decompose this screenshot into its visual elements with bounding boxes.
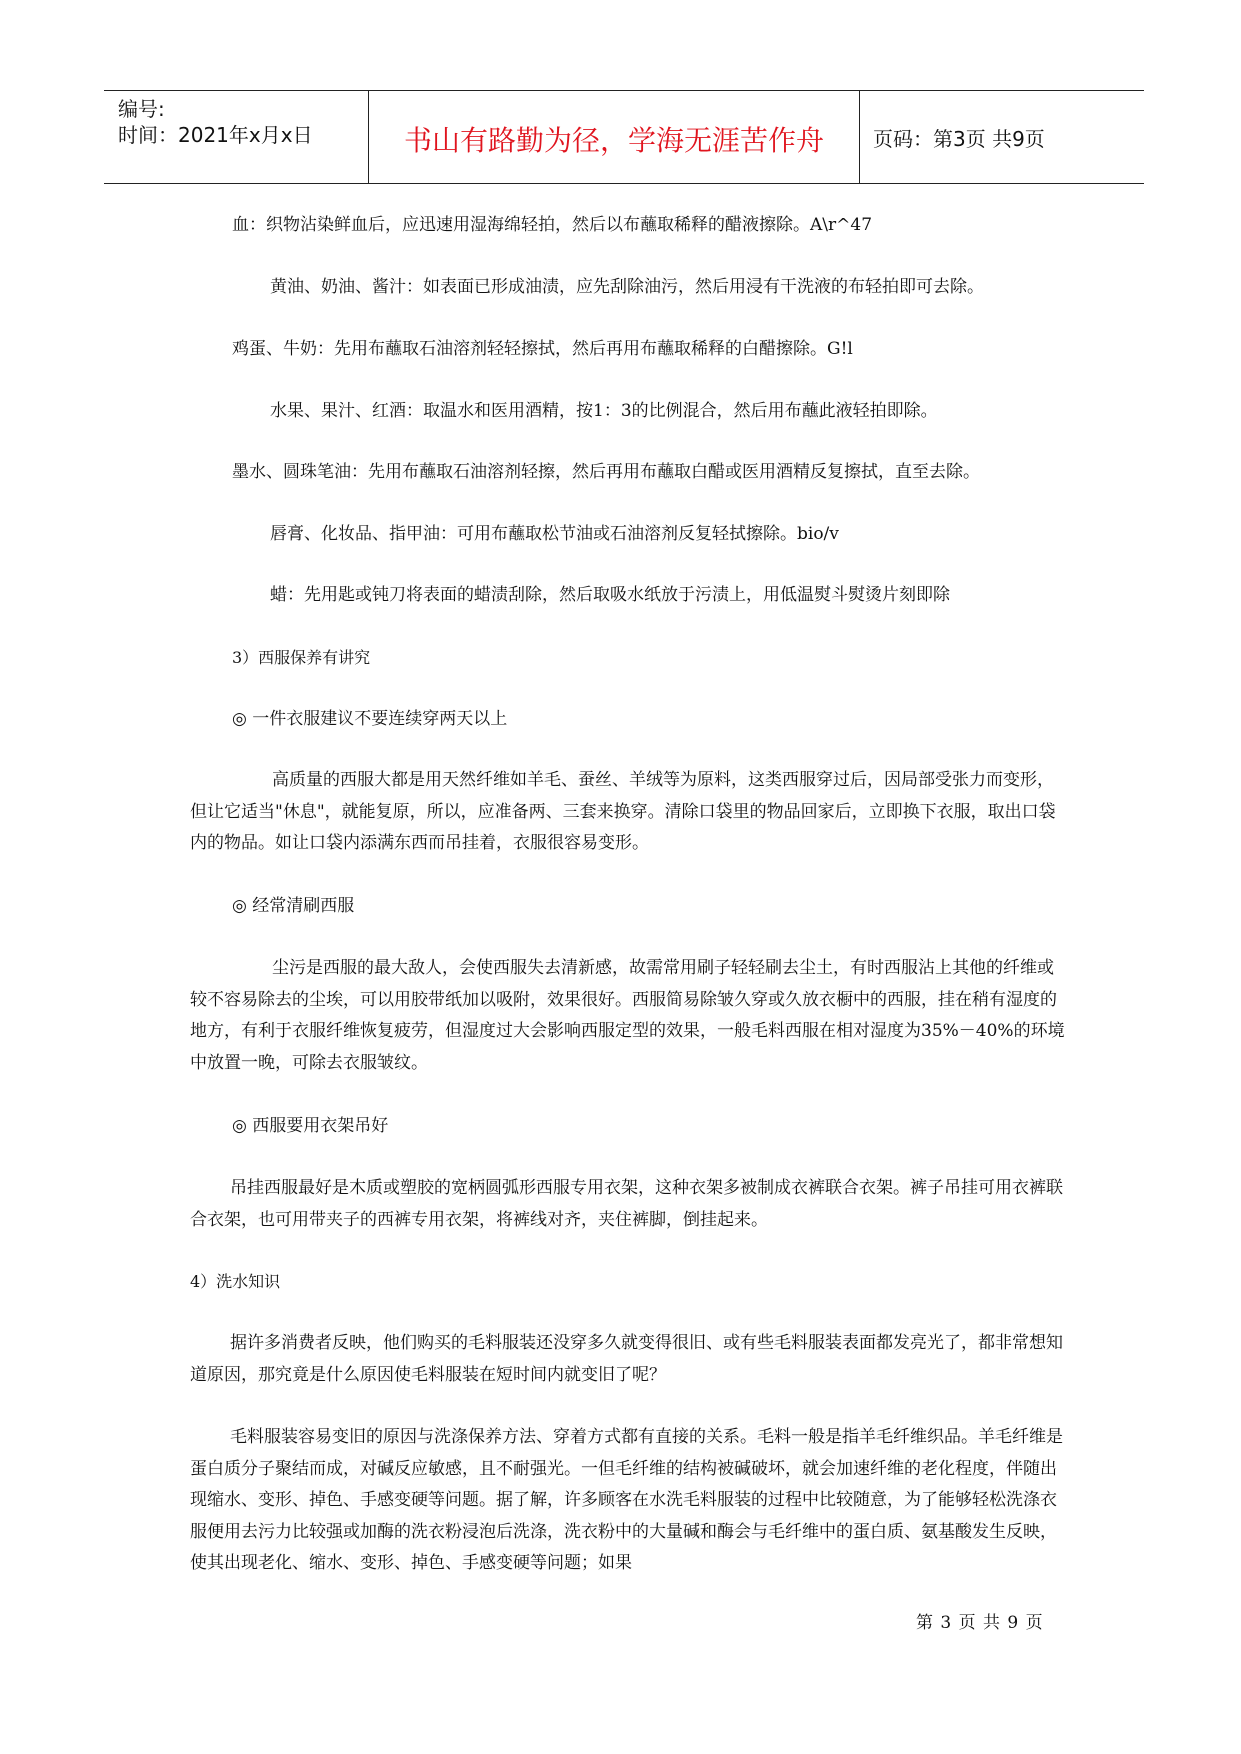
stain-wax: 蜡：先用匙或钝刀将表面的蜡渍刮除，然后取吸水纸放于污渍上，用低温熨斗熨烫片刻即除 [270,585,950,605]
document-header [104,90,1144,184]
document-number-label: 编号: [118,97,165,121]
header-motto: 书山有路勤为径，学海无涯苦作舟 [403,124,824,157]
bullet-brush-suit: ◎ 经常清刷西服 [232,896,355,916]
header-page-number: 页码：第3页 共9页 [873,127,1045,151]
section-heading-suit-care: 3）西服保养有讲究 [232,648,371,667]
stain-blood: 血：织物沾染鲜血后，应迅速用湿海绵轻拍，然后以布蘸取稀释的醋液擦除。A\r^47 [232,215,873,235]
paragraph-washing-intro: 据许多消费者反映，他们购买的毛料服装还没穿多久就变得很旧、或有些毛料服装表面都发亮光了，都非常想知道原因，那究竟是什么原因使毛料服装在短时间内就变旧了呢？ [190,1333,1063,1385]
paragraph-rotate-clothes: 高质量的西服大都是用天然纤维如羊毛、蚕丝、羊绒等为原料，这类西服穿过后，因局部受张力而变形，但让它适当"休息"，就能复原，所以，应准备两、三套来换穿。清除口袋里的物品回家后，立即换下衣服，取出口袋内的物品。如让口袋内添满东西而吊挂着，衣服很容易变形。 [190,770,1056,853]
header-motto-cell [368,91,860,183]
bullet-rotate-clothes: ◎ 一件衣服建议不要连续穿两天以上 [232,709,508,729]
paragraph-brush-suit: 尘污是西服的最大敌人，会使西服失去清新感，故需常用刷子轻轻刷去尘土，有时西服沾上其他的纤维或较不容易除去的尘埃，可以用胶带纸加以吸附，效果很好。西服简易除皱久穿或久放衣橱中的西服，挂在稍有湿度的地方，有利于衣服纤维恢复疲劳，但湿度过大会影响西服定型的效果，一般毛料西服在相对湿度为35%－40%的环境中放置一晚，可除去衣服皱纹。 [190,958,1065,1073]
section-heading-washing: 4）洗水知识 [190,1272,281,1291]
document-time-label: 时间：2021年x月x日 [118,123,313,147]
header-page-cell [859,91,1144,183]
stain-ink: 墨水、圆珠笔油：先用布蘸取石油溶剂轻擦，然后再用布蘸取白醋或医用酒精反复擦拭，直至去除。 [232,462,980,482]
paragraph-hang-suit: 吊挂西服最好是木质或塑胶的宽柄圆弧形西服专用衣架，这种衣架多被制成衣裤联合衣架。裤子吊挂可用衣裤联合衣架，也可用带夹子的西裤专用衣架，将裤线对齐，夹住裤脚，倒挂起来。 [190,1178,1063,1230]
stain-butter: 黄油、奶油、酱汁：如表面已形成油渍，应先刮除油污，然后用浸有干洗液的布轻拍即可去除。 [270,277,984,297]
bullet-hang-suit: ◎ 西服要用衣架吊好 [232,1116,389,1136]
header-meta [104,91,368,183]
page-footer-number: 第 3 页 共 9 页 [916,1613,1044,1633]
stain-egg: 鸡蛋、牛奶：先用布蘸取石油溶剂轻轻擦拭，然后再用布蘸取稀释的白醋擦除。G!l [232,339,853,359]
stain-fruit: 水果、果汁、红酒：取温水和医用酒精，按1：3的比例混合，然后用布蘸此液轻拍即除。 [270,401,938,421]
stain-lipstick: 唇膏、化妆品、指甲油：可用布蘸取松节油或石油溶剂反复轻拭擦除。bio/v [270,524,839,544]
paragraph-washing-cause: 毛料服装容易变旧的原因与洗涤保养方法、穿着方式都有直接的关系。毛料一般是指羊毛纤维织品。羊毛纤维是蛋白质分子聚结而成，对碱反应敏感，且不耐强光。一但毛纤维的结构被碱破坏，就会加速纤维的老化程度，伴随出现缩水、变形、掉色、手感变硬等问题。据了解，许多顾客在水洗毛料服装的过程中比较随意，为了能够轻松洗涤衣服便用去污力比较强或加酶的洗衣粉浸泡后洗涤，洗衣粉中的大量碱和酶会与毛纤维中的蛋白质、氨基酸发生反映，使其出现老化、缩水、变形、掉色、手感变硬等问题；如果 [190,1427,1063,1573]
